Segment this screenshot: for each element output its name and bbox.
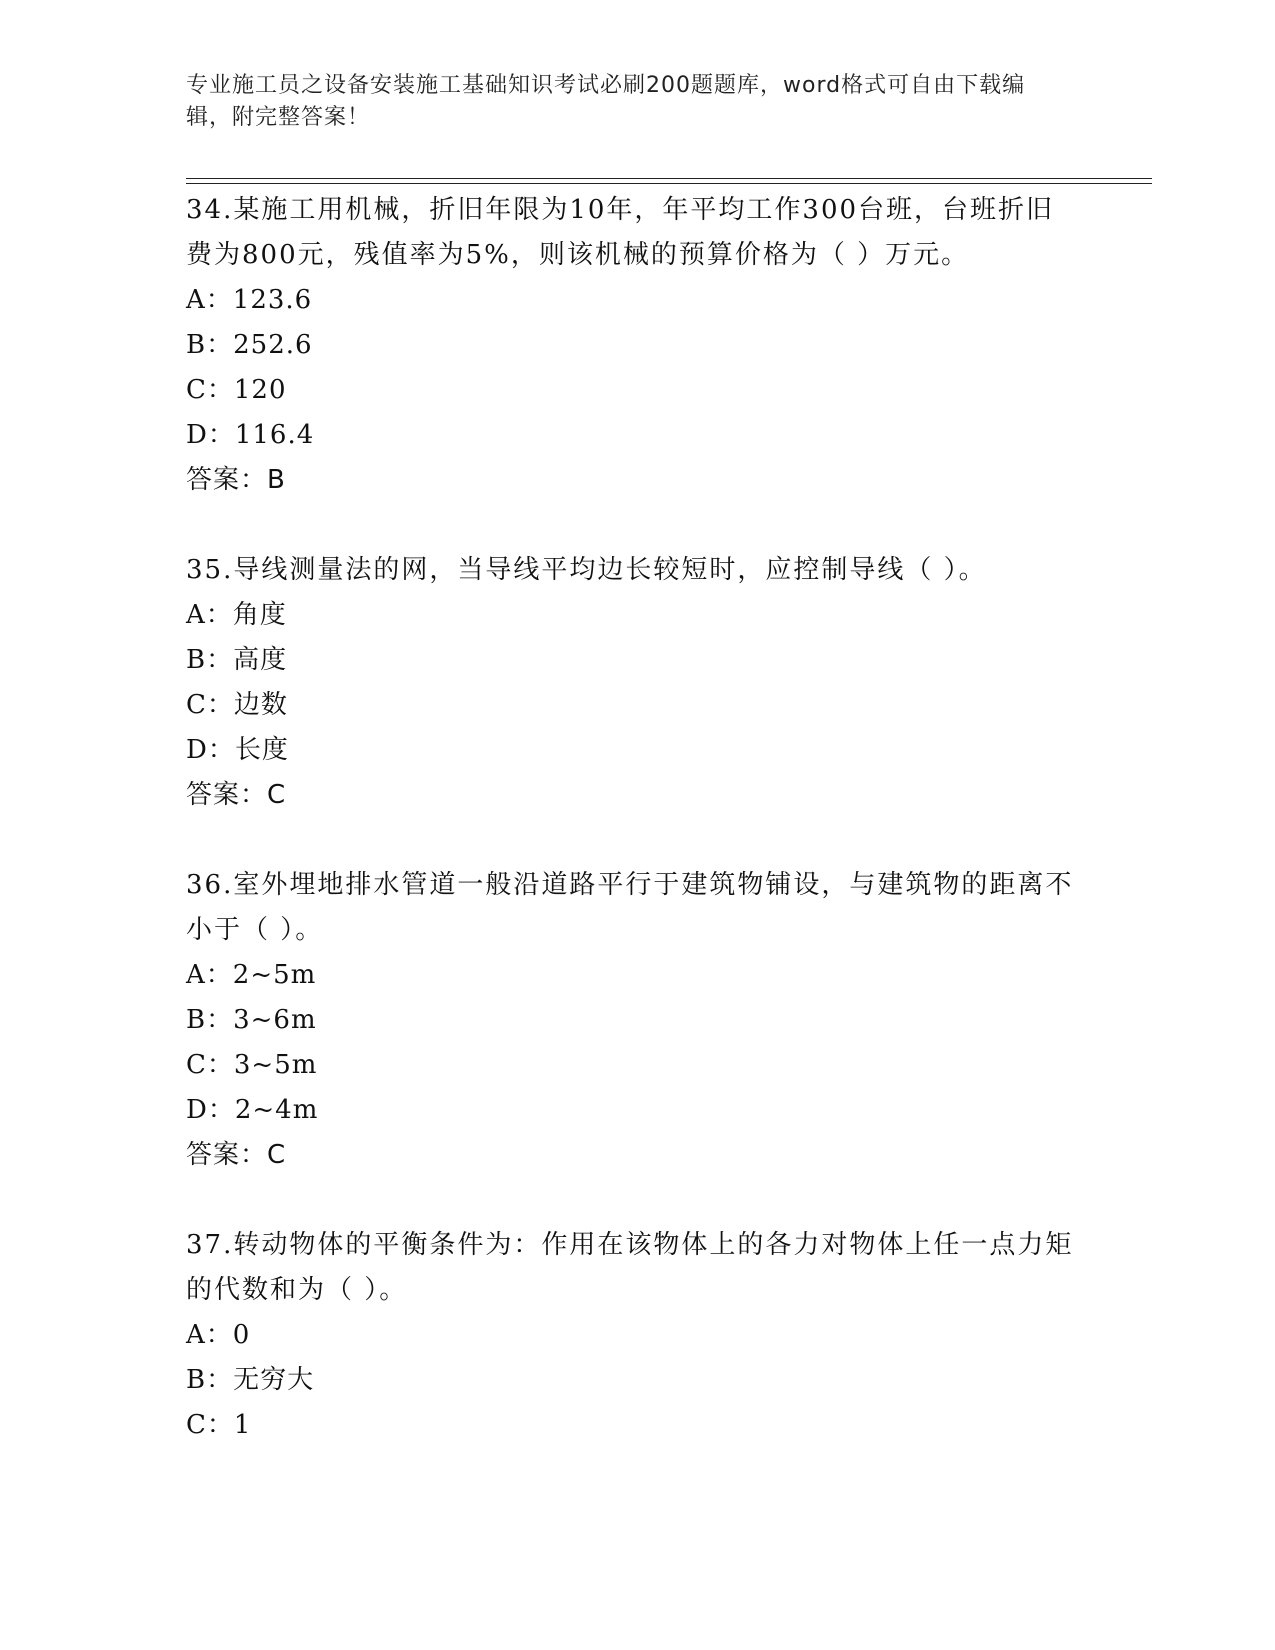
option-c: C：1 xyxy=(186,1410,252,1440)
option-a: A：123.6 xyxy=(186,285,313,315)
option-d: D：长度 xyxy=(186,735,289,765)
option-d: D：116.4 xyxy=(186,420,315,450)
question-37 xyxy=(186,1223,1076,1448)
document-header: 专业施工员之设备安装施工基础知识考试必刷200题题库，word格式可自由下载编辑，附完整答案！ xyxy=(186,73,1026,130)
question-stem: 36.室外埋地排水管道一般沿道路平行于建筑物铺设，与建筑物的距离不小于（ ）。 xyxy=(186,870,1074,945)
answer-line: 答案：C xyxy=(186,780,287,810)
question-stem: 37.转动物体的平衡条件为：作用在该物体上的各力对物体上任一点力矩的代数和为（ ）。 xyxy=(186,1230,1074,1305)
option-c: C：边数 xyxy=(186,690,288,720)
question-36 xyxy=(186,863,1076,1178)
question-35 xyxy=(186,548,1076,818)
question-34 xyxy=(186,188,1076,503)
option-b: B：252.6 xyxy=(186,330,313,360)
question-stem: 34.某施工用机械，折旧年限为10年，年平均工作300台班，台班折旧费为800元，残值率为5%，则该机械的预算价格为（ ）万元。 xyxy=(186,195,1055,270)
header-divider-bottom xyxy=(186,183,1152,184)
answer-line: 答案：B xyxy=(186,465,286,495)
option-b: B：无穷大 xyxy=(186,1365,315,1395)
option-c: C：3~5m xyxy=(186,1050,318,1080)
option-a: A：0 xyxy=(186,1320,251,1350)
header-divider-top xyxy=(186,178,1152,179)
option-a: A：角度 xyxy=(186,600,287,630)
question-list xyxy=(186,188,1076,1493)
answer-line: 答案：C xyxy=(186,1140,287,1170)
option-b: B：3~6m xyxy=(186,1005,317,1035)
question-stem: 35.导线测量法的网，当导线平均边长较短时，应控制导线（ ）。 xyxy=(186,555,987,585)
option-d: D：2~4m xyxy=(186,1095,319,1125)
option-b: B：高度 xyxy=(186,645,288,675)
option-a: A：2~5m xyxy=(186,960,317,990)
option-c: C：120 xyxy=(186,375,287,405)
